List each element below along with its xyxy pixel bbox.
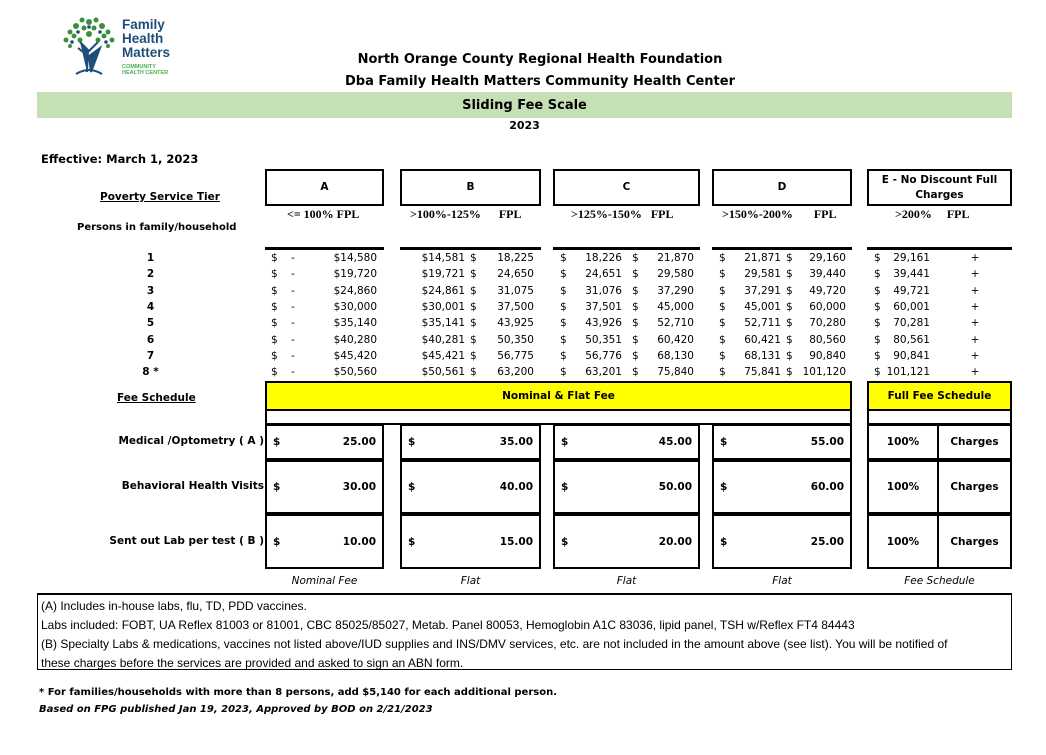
income-cell-e: 60,001 — [893, 300, 930, 313]
dollar-sign: $ — [786, 333, 793, 346]
fee-amount: 60.00 — [810, 481, 844, 493]
dba-name: Dba Family Health Matters Community Health Center — [344, 74, 735, 89]
fee-charges: Charges — [937, 460, 1012, 514]
dollar-sign: $ — [719, 317, 726, 330]
income-cell-b2: 63,200 — [497, 366, 534, 379]
income-cell-b1: $50,561 — [421, 366, 465, 379]
fee-row-label: Medical /Optometry ( A ) — [118, 435, 264, 447]
dash: - — [291, 268, 295, 281]
dollar-sign: $ — [632, 300, 639, 313]
dollar-sign: $ — [632, 349, 639, 362]
fee-amount: 50.00 — [658, 481, 692, 493]
income-cell-c2: 37,290 — [657, 284, 694, 297]
brand-name: Family Health Matters — [122, 17, 171, 60]
dollar-sign: $ — [632, 366, 639, 379]
fee-amount: 40.00 — [499, 481, 533, 493]
footnote: * For families/households with more than 8 persons, add $5,140 for each additional person. — [39, 687, 557, 698]
tier-a-range: <= 100% FPL — [287, 207, 360, 221]
income-cell-b2: 31,075 — [497, 284, 534, 297]
income-cell-d2: 90,840 — [809, 349, 846, 362]
dollar-sign: $ — [560, 366, 567, 379]
income-cell-c1: 18,226 — [585, 252, 622, 264]
dash: - — [291, 349, 295, 362]
nominal-flat-fee-bar: Nominal & Flat Fee — [265, 381, 852, 411]
dollar-sign: $ — [786, 366, 793, 379]
tier-c-range: >125%-150% FPL — [571, 207, 674, 221]
dollar-sign: $ — [271, 366, 278, 379]
dollar-sign: $ — [561, 481, 569, 493]
dollar-sign: $ — [470, 366, 477, 379]
household-size: 3 — [146, 284, 155, 297]
tree-icon — [58, 12, 120, 78]
household-size: 1 — [146, 252, 155, 264]
dollar-sign: $ — [874, 366, 881, 379]
fee-cell-c — [553, 424, 700, 460]
fee-amount: 25.00 — [810, 535, 844, 548]
income-cell-a: $14,580 — [333, 252, 377, 264]
page-title: Sliding Fee Scale — [462, 98, 587, 113]
dollar-sign: $ — [786, 300, 793, 313]
income-cell-a: $50,560 — [333, 366, 377, 379]
note-b: (B) Specialty Labs & medications, vaccines not listed above/IUD supplies and INS/DMV services, etc. are not included in the amount above (see list). You will be notified of — [41, 637, 948, 651]
dollar-sign: $ — [719, 300, 726, 313]
income-cell-d1: 68,131 — [744, 349, 781, 362]
tier-e-range: >200% FPL — [895, 207, 970, 221]
income-cell-b1: $14,581 — [421, 252, 465, 264]
dollar-sign: $ — [470, 252, 477, 264]
income-cell-a: $19,720 — [333, 268, 377, 281]
fee-row-label: Sent out Lab per test ( B ) — [109, 534, 264, 547]
income-cell-e: 29,161 — [893, 252, 930, 264]
income-cell-b2: 56,775 — [497, 349, 534, 362]
income-cell-c1: 50,351 — [585, 333, 622, 346]
fee-row-label: Behavioral Health Visits — [121, 480, 264, 492]
persons-label: Persons in family/household — [77, 222, 237, 233]
income-cell-d2: 101,120 — [802, 366, 846, 379]
income-cell-d2: 29,160 — [809, 252, 846, 264]
dollar-sign: $ — [470, 300, 477, 313]
dollar-sign: $ — [874, 252, 881, 264]
income-cell-b1: $45,421 — [421, 349, 465, 362]
income-cell-e: 39,441 — [893, 268, 930, 281]
fee-cell-c — [553, 514, 700, 569]
income-cell-e: 70,281 — [893, 317, 930, 330]
note-a: (A) Includes in-house labs, flu, TD, PDD vaccines. — [41, 599, 307, 613]
fee-cell-b — [400, 514, 541, 569]
dollar-sign: $ — [271, 252, 278, 264]
household-size: 4 — [146, 300, 155, 313]
income-cell-d2: 70,280 — [809, 317, 846, 330]
dollar-sign: $ — [271, 284, 278, 297]
income-cell-b2: 18,225 — [497, 252, 534, 264]
year: 2023 — [509, 119, 540, 132]
household-size: 5 — [146, 317, 155, 330]
dollar-sign: $ — [560, 349, 567, 362]
dollar-sign: $ — [786, 252, 793, 264]
dollar-sign: $ — [560, 268, 567, 281]
dollar-sign: $ — [720, 535, 728, 548]
tier-d-range: >150%-200% FPL — [722, 207, 837, 221]
dollar-sign: $ — [719, 284, 726, 297]
plus-sign: + — [970, 349, 980, 362]
income-cell-d1: 45,001 — [744, 300, 781, 313]
dollar-sign: $ — [786, 284, 793, 297]
income-cell-b1: $19,721 — [421, 268, 465, 281]
dollar-sign: $ — [786, 268, 793, 281]
dollar-sign: $ — [470, 333, 477, 346]
income-cell-c1: 43,926 — [585, 317, 622, 330]
dash: - — [291, 333, 295, 346]
tier-b-box: B — [400, 169, 541, 206]
dollar-sign: $ — [632, 317, 639, 330]
dollar-sign: $ — [470, 268, 477, 281]
income-cell-d2: 80,560 — [809, 333, 846, 346]
income-cell-a: $24,860 — [333, 284, 377, 297]
notes-box — [37, 593, 1012, 670]
dollar-sign: $ — [271, 317, 278, 330]
income-cell-a: $40,280 — [333, 333, 377, 346]
fee-cell-a — [265, 460, 384, 514]
dollar-sign: $ — [560, 317, 567, 330]
dollar-sign: $ — [408, 535, 416, 548]
income-cell-b2: 37,500 — [497, 300, 534, 313]
fee-percent: 100% — [867, 424, 939, 460]
fee-type-c: Flat — [616, 575, 637, 587]
fee-amount: 20.00 — [658, 535, 692, 548]
tier-e-box: E - No Discount Full Charges — [867, 169, 1012, 206]
dollar-sign: $ — [786, 349, 793, 362]
dash: - — [291, 300, 295, 313]
dollar-sign: $ — [273, 436, 281, 448]
income-cell-d1: 60,421 — [744, 333, 781, 346]
plus-sign: + — [970, 284, 980, 297]
fee-cell-c — [553, 460, 700, 514]
income-cell-e: 101,121 — [886, 366, 930, 379]
dollar-sign: $ — [561, 535, 569, 548]
fee-amount: 35.00 — [499, 436, 533, 448]
household-size: 7 — [146, 349, 155, 362]
dollar-sign: $ — [874, 333, 881, 346]
full-bar-spacer — [867, 409, 1012, 425]
income-cell-d1: 21,871 — [744, 252, 781, 264]
dollar-sign: $ — [560, 300, 567, 313]
fee-schedule-label: Fee Schedule — [117, 392, 196, 404]
fee-amount: 55.00 — [810, 436, 844, 448]
income-cell-d2: 49,720 — [809, 284, 846, 297]
income-cell-b1: $24,861 — [421, 284, 465, 297]
fee-type-d: Flat — [772, 575, 792, 587]
income-cell-c1: 31,076 — [585, 284, 622, 297]
fee-charges: Charges — [937, 424, 1012, 460]
tier-a-box: A — [265, 169, 384, 206]
tier-c-box: C — [553, 169, 700, 206]
org-name: North Orange County Regional Health Foundation — [357, 52, 723, 67]
dollar-sign: $ — [874, 317, 881, 330]
fee-amount: 10.00 — [342, 535, 376, 548]
brand-sub: COMMUNITY HEALTH CENTER — [122, 64, 169, 76]
plus-sign: + — [970, 366, 980, 379]
fee-amount: 30.00 — [342, 481, 376, 493]
dash: - — [291, 366, 295, 379]
income-cell-d2: 39,440 — [809, 268, 846, 281]
income-cell-c2: 21,870 — [657, 252, 694, 264]
fee-amount: 25.00 — [342, 436, 376, 448]
plus-sign: + — [970, 333, 980, 346]
income-cell-c1: 37,501 — [585, 300, 622, 313]
plus-sign: + — [970, 300, 980, 313]
fee-percent: 100% — [867, 460, 939, 514]
dollar-sign: $ — [470, 349, 477, 362]
fee-type-e: Fee Schedule — [904, 575, 975, 587]
income-cell-c2: 52,710 — [657, 317, 694, 330]
dash: - — [291, 252, 295, 264]
source-note: Based on FPG published Jan 19, 2023, Approved by BOD on 2/21/2023 — [39, 704, 433, 715]
plus-sign: + — [970, 252, 980, 264]
plus-sign: + — [970, 317, 980, 330]
income-cell-c1: 63,201 — [585, 366, 622, 379]
income-cell-d1: 29,581 — [744, 268, 781, 281]
dollar-sign: $ — [632, 268, 639, 281]
fee-cell-b — [400, 424, 541, 460]
income-cell-e: 80,561 — [893, 333, 930, 346]
household-size: 6 — [146, 333, 155, 346]
fee-cell-b — [400, 460, 541, 514]
income-cell-d2: 60,000 — [809, 300, 846, 313]
income-cell-a: $35,140 — [333, 317, 377, 330]
tier-d-box: D — [712, 169, 852, 206]
dollar-sign: $ — [271, 333, 278, 346]
income-cell-e: 49,721 — [893, 284, 930, 297]
fee-type-b: Flat — [460, 575, 481, 587]
household-size: 8 * — [142, 366, 159, 379]
dollar-sign: $ — [470, 284, 477, 297]
dollar-sign: $ — [719, 366, 726, 379]
dollar-sign: $ — [408, 481, 416, 493]
income-cell-c2: 60,420 — [657, 333, 694, 346]
dollar-sign: $ — [632, 252, 639, 264]
note-labs: Labs included: FOBT, UA Reflex 81003 or 81001, CBC 85025/85027, Metab. Panel 80053, Hemoglobin A1C 83036, lipid panel, TSH w/Reflex FT4 84443 — [41, 618, 855, 632]
effective-date: Effective: March 1, 2023 — [41, 152, 199, 166]
dollar-sign: $ — [271, 300, 278, 313]
logo — [58, 12, 178, 82]
income-cell-b2: 43,925 — [497, 317, 534, 330]
income-cell-d1: 75,841 — [744, 366, 781, 379]
income-cell-b1: $30,001 — [421, 300, 465, 313]
dollar-sign: $ — [560, 252, 567, 264]
dollar-sign: $ — [720, 481, 728, 493]
dollar-sign: $ — [470, 317, 477, 330]
income-cell-d1: 52,711 — [744, 317, 781, 330]
income-cell-b2: 24,650 — [497, 268, 534, 281]
income-cell-c2: 29,580 — [657, 268, 694, 281]
income-cell-b2: 50,350 — [497, 333, 534, 346]
dollar-sign: $ — [561, 436, 569, 448]
fee-cell-d — [712, 514, 852, 569]
fee-cell-a — [265, 424, 384, 460]
fee-percent: 100% — [867, 514, 939, 569]
full-fee-schedule-bar: Full Fee Schedule — [867, 381, 1012, 411]
dollar-sign: $ — [719, 333, 726, 346]
dollar-sign: $ — [632, 333, 639, 346]
dollar-sign: $ — [560, 284, 567, 297]
income-cell-b1: $40,281 — [421, 333, 465, 346]
dash: - — [291, 284, 295, 297]
dash: - — [291, 317, 295, 330]
dollar-sign: $ — [720, 436, 728, 448]
income-cell-c2: 45,000 — [657, 300, 694, 313]
fee-charges: Charges — [937, 514, 1012, 569]
tier-b-range: >100%-125% FPL — [410, 207, 522, 221]
dollar-sign: $ — [719, 349, 726, 362]
income-cell-b1: $35,141 — [421, 317, 465, 330]
fee-type-a: Nominal Fee — [291, 575, 358, 587]
dollar-sign: $ — [874, 284, 881, 297]
dollar-sign: $ — [719, 252, 726, 264]
dollar-sign: $ — [273, 535, 281, 548]
dollar-sign: $ — [408, 436, 416, 448]
note-b-cont: these charges before the services are provided and asked to sign an ABN form. — [41, 656, 464, 670]
income-cell-e: 90,841 — [893, 349, 930, 362]
dollar-sign: $ — [273, 481, 281, 493]
income-cell-d1: 37,291 — [744, 284, 781, 297]
income-cell-c1: 24,651 — [585, 268, 622, 281]
household-size: 2 — [146, 268, 155, 281]
poverty-tier-label: Poverty Service Tier — [100, 191, 220, 203]
nominal-bar-spacer — [265, 409, 852, 425]
dollar-sign: $ — [271, 268, 278, 281]
dollar-sign: $ — [874, 268, 881, 281]
dollar-sign: $ — [874, 300, 881, 313]
dollar-sign: $ — [719, 268, 726, 281]
income-cell-a: $45,420 — [333, 349, 377, 362]
fee-amount: 15.00 — [499, 535, 533, 548]
income-cell-c2: 68,130 — [657, 349, 694, 362]
dollar-sign: $ — [560, 333, 567, 346]
fee-amount: 45.00 — [658, 436, 692, 448]
fee-cell-d — [712, 460, 852, 514]
fee-cell-a — [265, 514, 384, 569]
income-cell-c2: 75,840 — [657, 366, 694, 379]
dollar-sign: $ — [632, 284, 639, 297]
plus-sign: + — [970, 268, 980, 281]
dollar-sign: $ — [874, 349, 881, 362]
income-cell-c1: 56,776 — [585, 349, 622, 362]
fee-cell-d — [712, 424, 852, 460]
dollar-sign: $ — [271, 349, 278, 362]
dollar-sign: $ — [786, 317, 793, 330]
income-cell-a: $30,000 — [333, 300, 377, 313]
